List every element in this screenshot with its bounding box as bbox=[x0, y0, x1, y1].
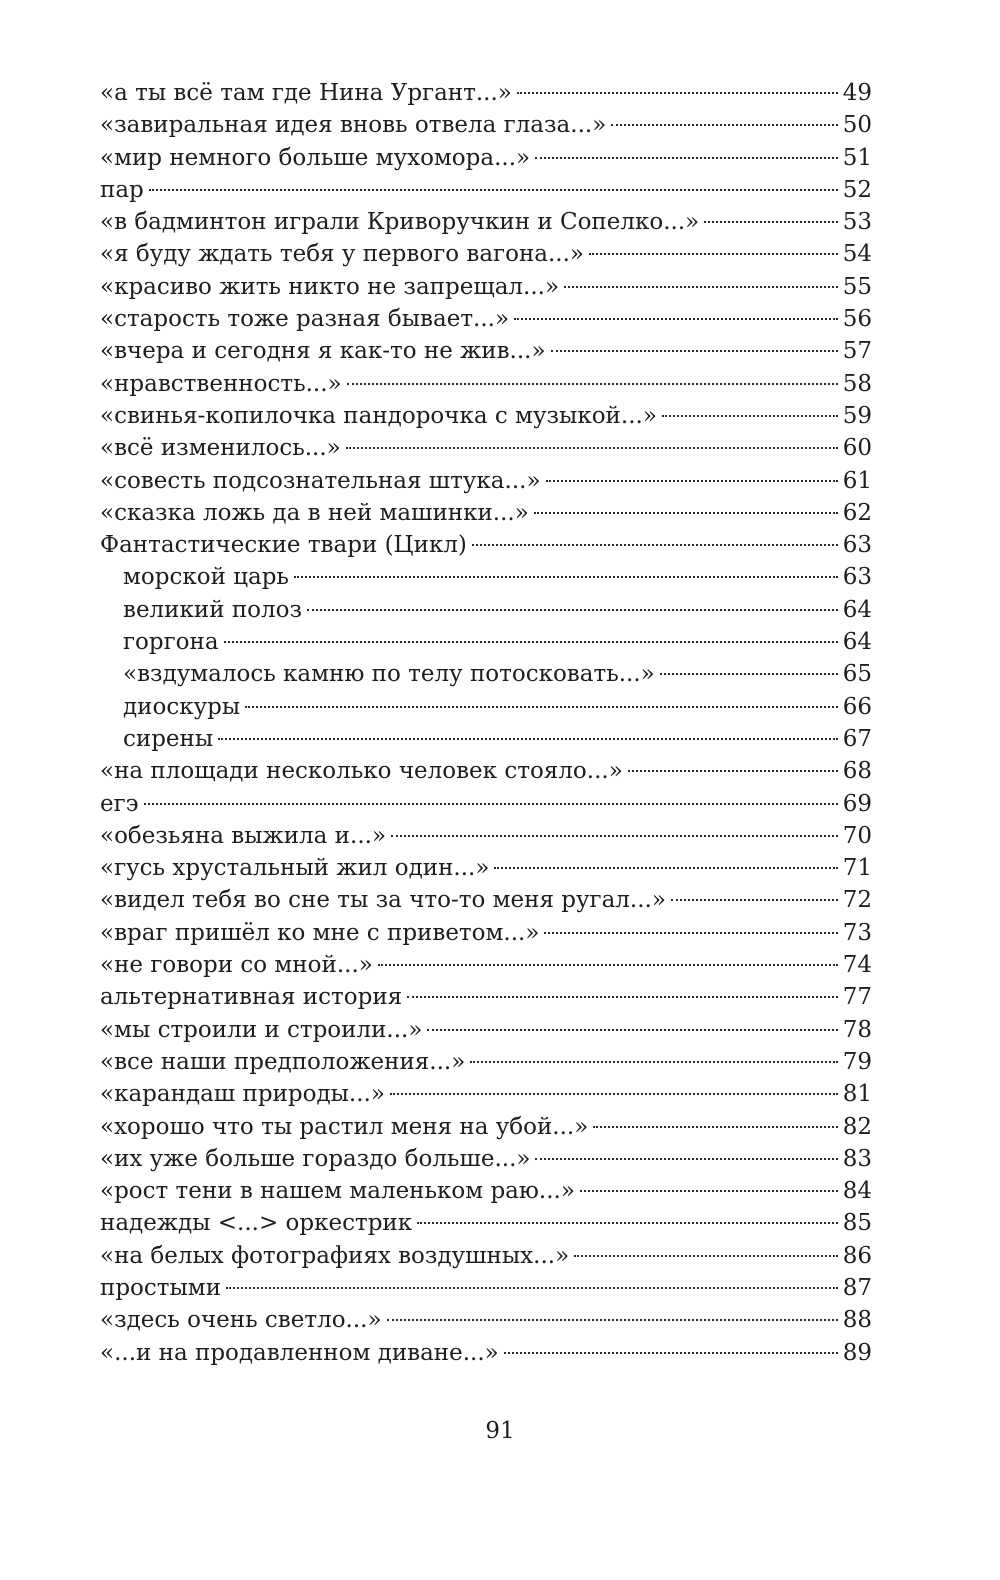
toc-entry-page: 77 bbox=[842, 984, 872, 1011]
toc-subentry bbox=[100, 691, 872, 723]
toc-entry-title: «враг пришёл ко мне с приветом...» bbox=[100, 919, 540, 946]
toc-entry bbox=[100, 949, 872, 981]
dot-leader bbox=[662, 415, 838, 417]
toc-entry bbox=[100, 1207, 872, 1239]
toc-entry bbox=[100, 303, 872, 335]
dot-leader bbox=[387, 1319, 838, 1321]
toc-entry-page: 49 bbox=[842, 80, 872, 106]
dot-leader bbox=[593, 1126, 838, 1128]
toc-entry bbox=[100, 1175, 872, 1207]
dot-leader bbox=[544, 932, 838, 934]
toc-entry bbox=[100, 1143, 872, 1175]
toc-subentry bbox=[100, 594, 872, 626]
toc-entry bbox=[100, 432, 872, 464]
toc-entry bbox=[100, 497, 872, 529]
toc-entry-page: 63 bbox=[842, 532, 872, 559]
toc-entry-page: 50 bbox=[842, 112, 872, 139]
toc-entry bbox=[100, 174, 872, 206]
toc-entry bbox=[100, 788, 872, 820]
toc-entry-title: «на белых фотографиях воздушных...» bbox=[100, 1242, 570, 1269]
toc-entry-page: 66 bbox=[842, 693, 872, 720]
dot-leader bbox=[589, 253, 838, 255]
toc-entry bbox=[100, 529, 872, 561]
toc-entry bbox=[100, 852, 872, 884]
toc-entry-page: 52 bbox=[842, 176, 872, 203]
toc-entry bbox=[100, 238, 872, 270]
dot-leader bbox=[517, 92, 838, 94]
toc-entry-page: 73 bbox=[842, 919, 872, 946]
toc-entry-page: 56 bbox=[842, 306, 872, 333]
toc-entry bbox=[100, 1337, 872, 1369]
toc-entry-title: «я буду ждать тебя у первого вагона...» bbox=[100, 241, 584, 268]
toc-entry bbox=[100, 884, 872, 916]
dot-leader bbox=[564, 286, 838, 288]
dot-leader bbox=[224, 641, 838, 643]
dot-leader bbox=[149, 189, 838, 191]
toc-entry-title: «нравственность...» bbox=[100, 370, 342, 397]
toc-entry-title: надежды <...> оркестрик bbox=[100, 1210, 413, 1237]
dot-leader bbox=[671, 899, 838, 901]
toc-entry-title: пар bbox=[100, 176, 144, 203]
toc-entry-page: 69 bbox=[842, 790, 872, 817]
dot-leader bbox=[628, 770, 838, 772]
toc-subentry bbox=[100, 626, 872, 658]
toc-entry-title: «красиво жить никто не запрещал...» bbox=[100, 273, 560, 300]
toc-entry bbox=[100, 1078, 872, 1110]
toc-entry bbox=[100, 1304, 872, 1336]
toc-entry-page: 62 bbox=[842, 499, 872, 526]
dot-leader bbox=[390, 1093, 838, 1095]
toc-entry-title: «...и на продавленном диване...» bbox=[100, 1339, 499, 1366]
dot-leader bbox=[546, 480, 838, 482]
toc-subentry bbox=[100, 561, 872, 593]
toc-entry bbox=[100, 335, 872, 367]
toc-entry bbox=[100, 271, 872, 303]
toc-entry-title: «мы строили и строили...» bbox=[100, 1016, 423, 1043]
toc-entry-title: диоскуры bbox=[123, 693, 241, 720]
toc-entry-title: «хорошо что ты растил меня на убой...» bbox=[100, 1113, 589, 1140]
dot-leader bbox=[704, 221, 838, 223]
toc-entry bbox=[100, 206, 872, 238]
toc-entry bbox=[100, 1014, 872, 1046]
toc-entry-page: 71 bbox=[842, 855, 872, 882]
dot-leader bbox=[551, 350, 838, 352]
toc-entry-page: 58 bbox=[842, 370, 872, 397]
toc-subentry bbox=[100, 658, 872, 690]
toc-entry bbox=[100, 109, 872, 141]
toc-entry-title: «мир немного больше мухомора...» bbox=[100, 144, 531, 171]
toc-entry-page: 54 bbox=[842, 241, 872, 268]
toc-entry bbox=[100, 981, 872, 1013]
toc-entry bbox=[100, 820, 872, 852]
toc-entry-page: 87 bbox=[842, 1274, 872, 1301]
dot-leader bbox=[218, 738, 838, 740]
toc-entry bbox=[100, 1111, 872, 1143]
toc-entry-title: сирены bbox=[123, 725, 214, 752]
toc-entry-page: 67 bbox=[842, 725, 872, 752]
dot-leader bbox=[494, 867, 838, 869]
dot-leader bbox=[307, 609, 838, 611]
dot-leader bbox=[245, 706, 838, 708]
toc-entry-title: «свинья-копилочка пандорочка с музыкой...» bbox=[100, 402, 657, 429]
dot-leader bbox=[472, 544, 838, 546]
toc-entry-page: 70 bbox=[842, 822, 872, 849]
toc-entry-page: 68 bbox=[842, 758, 872, 785]
table-of-contents bbox=[100, 77, 872, 1369]
toc-entry bbox=[100, 755, 872, 787]
dot-leader bbox=[470, 1061, 838, 1063]
toc-entry-title: «старость тоже разная бывает...» bbox=[100, 306, 510, 333]
toc-entry-title: «вчера и сегодня я как-то не жив...» bbox=[100, 338, 546, 365]
toc-entry-page: 82 bbox=[842, 1113, 872, 1140]
toc-entry-title: «их уже больше гораздо больше...» bbox=[100, 1145, 531, 1172]
toc-entry-page: 55 bbox=[842, 273, 872, 300]
toc-entry bbox=[100, 917, 872, 949]
toc-entry bbox=[100, 77, 872, 109]
toc-entry-title: «обезьяна выжила и...» bbox=[100, 822, 387, 849]
dot-leader bbox=[514, 318, 838, 320]
dot-leader bbox=[226, 1287, 838, 1289]
toc-entry bbox=[100, 1240, 872, 1272]
dot-leader bbox=[144, 803, 838, 805]
dot-leader bbox=[574, 1255, 838, 1257]
toc-entry-title: «видел тебя во сне ты за что-то меня ругал...» bbox=[100, 887, 666, 914]
toc-entry-title: «в бадминтон играли Криворучкин и Сопелко...» bbox=[100, 209, 700, 236]
toc-entry-page: 89 bbox=[842, 1339, 872, 1366]
toc-entry-title: «всё изменилось...» bbox=[100, 435, 341, 462]
dot-leader bbox=[417, 1222, 838, 1224]
toc-entry bbox=[100, 465, 872, 497]
toc-entry-page: 84 bbox=[842, 1178, 872, 1205]
toc-entry bbox=[100, 1046, 872, 1078]
toc-entry-title: «все наши предположения...» bbox=[100, 1048, 466, 1075]
toc-entry-title: «гусь хрустальный жил один...» bbox=[100, 855, 490, 882]
toc-entry-title: «на площади несколько человек стояло...» bbox=[100, 758, 623, 785]
page-number: 91 bbox=[485, 1418, 515, 1444]
dot-leader bbox=[391, 835, 838, 837]
toc-entry-page: 88 bbox=[842, 1307, 872, 1334]
toc-entry bbox=[100, 1272, 872, 1304]
toc-entry-page: 65 bbox=[842, 661, 872, 688]
dot-leader bbox=[611, 124, 838, 126]
toc-entry bbox=[100, 142, 872, 174]
toc-entry-title: простыми bbox=[100, 1274, 222, 1301]
dot-leader bbox=[407, 996, 838, 998]
toc-entry-title: морской царь bbox=[123, 564, 289, 591]
toc-entry-title: «сказка ложь да в ней машинки...» bbox=[100, 499, 529, 526]
dot-leader bbox=[427, 1029, 838, 1031]
toc-entry-page: 85 bbox=[842, 1210, 872, 1237]
toc-entry-title: альтернативная история bbox=[100, 984, 403, 1011]
toc-entry-page: 86 bbox=[842, 1242, 872, 1269]
toc-entry-page: 64 bbox=[842, 596, 872, 623]
toc-entry-page: 81 bbox=[842, 1081, 872, 1108]
dot-leader bbox=[347, 383, 838, 385]
toc-entry-page: 72 bbox=[842, 887, 872, 914]
dot-leader bbox=[346, 447, 838, 449]
toc-entry-page: 57 bbox=[842, 338, 872, 365]
toc-entry-title: «здесь очень светло...» bbox=[100, 1307, 382, 1334]
toc-entry-page: 83 bbox=[842, 1145, 872, 1172]
toc-entry-page: 53 bbox=[842, 209, 872, 236]
toc-entry-title: великий полоз bbox=[123, 596, 303, 623]
dot-leader bbox=[580, 1190, 838, 1192]
dot-leader bbox=[660, 673, 838, 675]
toc-entry-page: 63 bbox=[842, 564, 872, 591]
toc-entry-title: егэ bbox=[100, 790, 139, 817]
toc-entry bbox=[100, 400, 872, 432]
toc-entry-page: 61 bbox=[842, 467, 872, 494]
dot-leader bbox=[535, 1158, 838, 1160]
toc-subentry bbox=[100, 723, 872, 755]
toc-entry-page: 60 bbox=[842, 435, 872, 462]
toc-entry-page: 79 bbox=[842, 1048, 872, 1075]
toc-entry-page: 51 bbox=[842, 144, 872, 171]
toc-entry-page: 59 bbox=[842, 402, 872, 429]
toc-entry bbox=[100, 368, 872, 400]
toc-entry-title: «рост тени в нашем маленьком раю...» bbox=[100, 1178, 575, 1205]
toc-entry-title: «а ты всё там где Нина Ургант...» bbox=[100, 80, 512, 106]
toc-entry-title: Фантастические твари (Цикл) bbox=[100, 532, 467, 559]
toc-entry-title: «вздумалось камню по телу потосковать...» bbox=[123, 661, 655, 688]
toc-entry-title: «карандаш природы...» bbox=[100, 1081, 385, 1108]
dot-leader bbox=[535, 157, 838, 159]
dot-leader bbox=[504, 1352, 838, 1354]
toc-entry-title: «совесть подсознательная штука...» bbox=[100, 467, 541, 494]
toc-entry-page: 78 bbox=[842, 1016, 872, 1043]
toc-entry-page: 64 bbox=[842, 629, 872, 656]
dot-leader bbox=[378, 964, 838, 966]
dot-leader bbox=[534, 512, 838, 514]
toc-entry-title: «не говори со мной...» bbox=[100, 952, 373, 979]
dot-leader bbox=[294, 576, 838, 578]
toc-entry-title: «завиральная идея вновь отвела глаза...» bbox=[100, 112, 607, 139]
toc-entry-page: 74 bbox=[842, 952, 872, 979]
toc-entry-title: горгона bbox=[123, 629, 219, 656]
